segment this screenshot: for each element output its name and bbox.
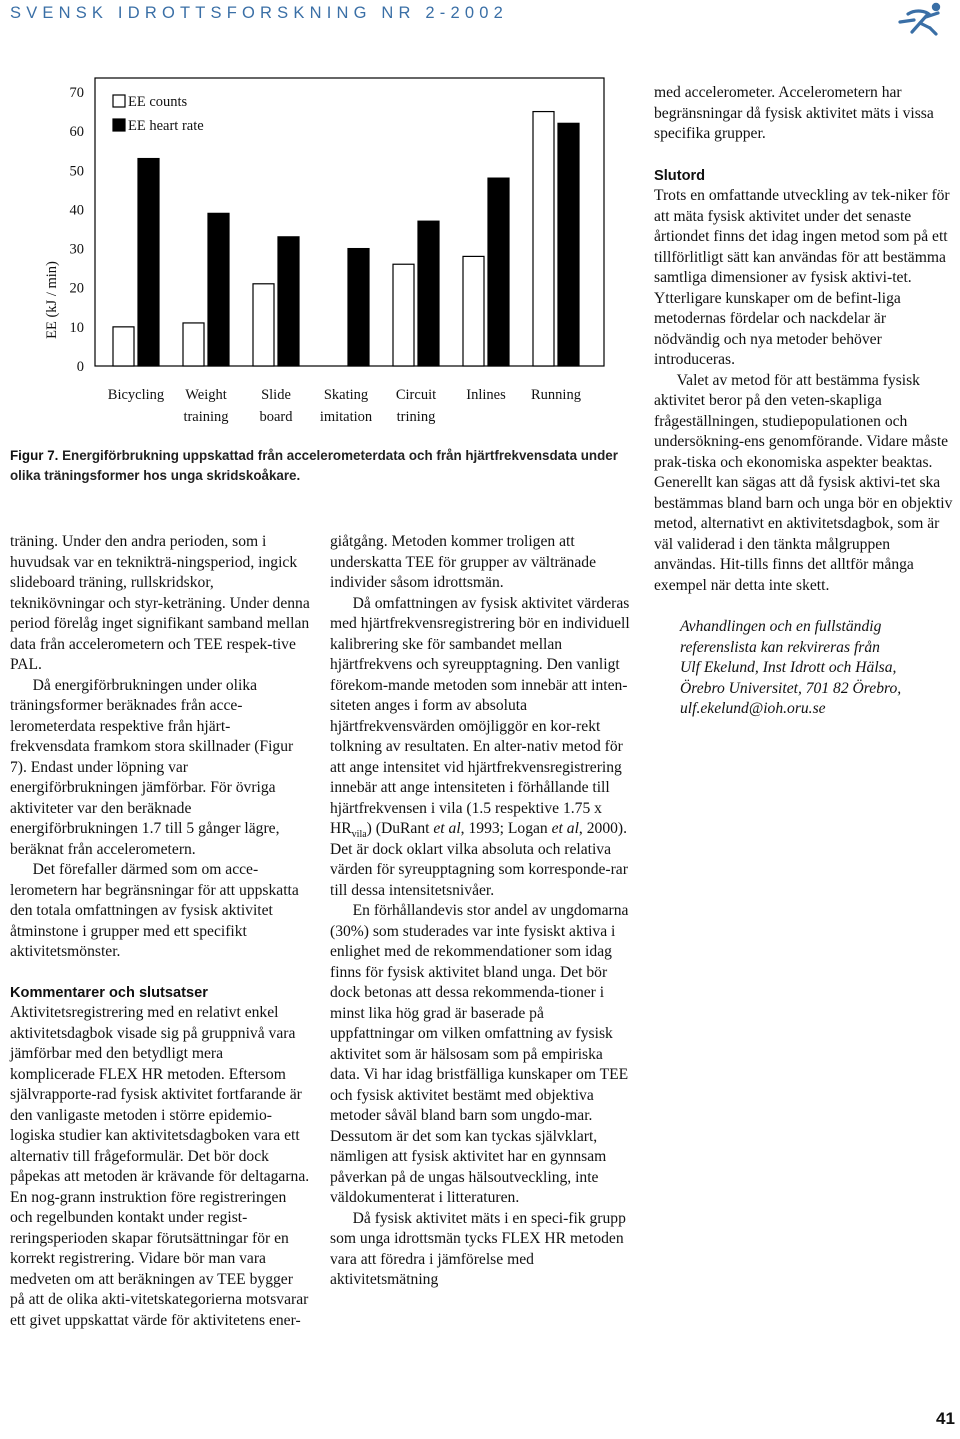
- bar-chart: [34, 78, 604, 434]
- bar-ee-heart-rate: [558, 123, 579, 366]
- paragraph-text: , 2000). Det är dock oklart vilka absoluta och relativa värden för syreupptagning som korresponde-rar till dessa intensitetsnivåer.: [330, 820, 628, 899]
- category-label: Running: [531, 387, 581, 403]
- figure-caption-label: Figur 7.: [10, 448, 59, 463]
- bar-ee-counts: [183, 323, 204, 366]
- y-axis-label: EE (kJ / min): [44, 261, 60, 339]
- bar-ee-heart-rate: [348, 249, 369, 366]
- chart-legend: [113, 94, 204, 134]
- affiliation-line: referenslista kan rekvireras från: [680, 638, 880, 656]
- bar-ee-counts: [393, 264, 414, 366]
- affiliation-line: Örebro Universitet, 701 82 Örebro,: [680, 679, 902, 697]
- formula-subscript: vila: [351, 829, 367, 841]
- bar-ee-counts: [113, 327, 134, 366]
- figure-caption-text: Energiförbrukning uppskattad från accelerometerdata och från hjärtfrekvensdata under olika träningsformer hos unga skridskoåkare.: [10, 448, 618, 483]
- legend-swatch: [113, 119, 125, 131]
- text-column-3: [654, 83, 954, 720]
- bar-ee-counts: [463, 256, 484, 366]
- y-tick-label: 70: [69, 85, 84, 101]
- journal-header: SVENSK IDROTTSFORSKNING NR 2-2002: [10, 4, 509, 22]
- text-column-2: [330, 532, 630, 1291]
- affiliation-email[interactable]: ulf.ekelund@ioh.oru.se: [680, 700, 826, 717]
- paragraph: giåtgång. Metoden kommer troligen att underskatta TEE för grupper av vältränade individer såsom idrottsmän.: [330, 533, 596, 591]
- page-number: 41: [936, 1409, 955, 1428]
- affiliation-note: [654, 617, 954, 720]
- category-label: training: [183, 409, 229, 425]
- text-column-1: [10, 532, 310, 1331]
- legend-label: EE heart rate: [128, 118, 204, 134]
- affiliation-line: Avhandlingen och en fullständig: [680, 618, 882, 635]
- category-label: Skating: [323, 387, 369, 403]
- paragraph: Då fysisk aktivitet mäts i en speci-fik grupp som unga idrottsmän tycks FLEX HR metoden vara att föredra i jämförelse med aktivitetsmätning: [330, 1209, 626, 1288]
- category-label: Bicycling: [107, 387, 165, 403]
- citation-text: , 1993; Logan: [460, 820, 552, 837]
- figure-caption: [10, 446, 622, 485]
- bar-ee-counts: [533, 112, 554, 366]
- paragraph: med accelerometer. Accelerometern har begränsningar då fysisk aktivitet mäts i vissa specifika grupper.: [654, 84, 934, 142]
- category-label: trining: [396, 409, 436, 425]
- paragraph: Då energiförbrukningen under olika träningsformer beräknades från acce-lerometerdata respektive från hjärt-frekvensdata framkom stora skillnader (Figur 7). Endast under löpning var energiförbrukningen jämförbar. För övriga aktiviteter var den beräknade energiförbrukningen 1.7 till 5 gånger lägre, beräknat från accelerometern.: [10, 676, 294, 858]
- category-label: Inlines: [466, 387, 506, 403]
- y-tick-label: 30: [69, 241, 84, 258]
- runner-logo-icon: [892, 0, 954, 40]
- paragraph: En förhållandevis stor andel av ungdomarna (30%) som studerades var inte fysiskt aktiva i enlighet med de rekommendationer som idag finns för fysisk aktivitet bland unga. Det bör dock betonas att dessa rekommenda-tioner i minst lika hög grad är baserade på uppfattningar om vilken omfattning av fysisk aktivitet som är hälsosam som på empiriska data. Vi har idag bristfälliga kunskaper om TEE och fysisk aktivitet bestämt med objektiva metoder såväl bland barn som ungdo-mar. Dessutom är det som kan tyckas självklart, nämligen att fysisk aktivitet har en gynnsam påverkan på de ungas hälsoutveckling, inte väldokumenterat i litteraturen.: [330, 902, 629, 1206]
- citation-etal: et al: [433, 820, 461, 837]
- paragraph: Aktivitetsregistrering med en relativt enkel aktivitetsdagbok visade sig på gruppnivå vara jämförbar med den betydligt mera komplicerade FLEX HR metoden. Eftersom självrapporte-rad fysisk aktivitet fortfarande är den vanligaste metoden i större epidemio-logiska studier kan aktivitetsdagboken vara ett alternativ till frågeformulär. Det bör dock påpekas att metoden är krävande för deltagarna. En nog-grann instruktion före registreringen och regelbunden kontakt under regist-reringsperioden skapar förutsättningar för en korrekt registrering. Vidare bör man vara medveten om att beräkningen av TEE bygger på att de olika akti-vitetskategorierna motsvarar ett givet uppskattat värde för aktivitetens ener-: [10, 1004, 310, 1329]
- bar-ee-heart-rate: [488, 178, 509, 366]
- bar-ee-heart-rate: [418, 221, 439, 366]
- bar-ee-heart-rate: [138, 159, 159, 366]
- section-heading: Kommentarer och slutsatser: [10, 984, 208, 1001]
- citation-etal: et al: [551, 820, 579, 837]
- affiliation-line: Ulf Ekelund, Inst Idrott och Hälsa,: [680, 659, 897, 676]
- paragraph: Det förefaller därmed som om acce-lerometern har begränsningar för att uppskatta den totala omfattningen av fysisk aktivitet åtminstone i grupper med ett specifikt aktivitetsmönster.: [10, 861, 299, 960]
- paragraph: Trots en omfattande utveckling av tek-niker för att mäta fysisk aktivitet under det senaste årtiondet finns det idag ingen metod som på ett tillförlitligt sätt kan användas för att bestämma samtliga dimensioner av fysisk aktivi-tet. Ytterligare kunskaper om de befint-liga metodernas fördelar och nackdelar är nödvändig och nya metoder behöver introduceras.: [654, 187, 950, 368]
- category-label: Circuit: [395, 387, 437, 403]
- category-label: Slide: [261, 387, 291, 403]
- y-tick-label: 40: [69, 202, 84, 219]
- legend-swatch: [113, 95, 125, 107]
- y-tick-label: 10: [69, 319, 84, 336]
- formula-hr: 1.75 x HR: [330, 799, 602, 837]
- section-heading: Slutord: [654, 167, 706, 184]
- bar-ee-heart-rate: [278, 237, 299, 366]
- paragraph-text: Då omfattningen av fysisk aktivitet värderas med hjärtfrekvensregistrering bör en individuell kalibrering ske för sambandet mellan hjärtfrekvens och syreupptagning. Den vanligt förekom-mande metoden som innebär att inten-siteten anges i form av absoluta hjärtfrekvensvärden omöjliggör en kor-rekt tolkning av resultaten. En alter-nativ metod för att ange intensitet vid hjärtfrekvensregistrering innebär att ange intensiteten i förhållande till hjärtfrekvensen i vila (1.5 respektive: [330, 594, 630, 817]
- legend-label: EE counts: [128, 94, 188, 110]
- category-label: imitation: [319, 409, 373, 425]
- y-tick-label: 50: [69, 163, 84, 180]
- y-tick-label: 60: [69, 124, 84, 141]
- bar-ee-heart-rate: [208, 213, 229, 366]
- category-label: Weight: [185, 387, 227, 403]
- paragraph: Valet av metod för att bestämma fysisk aktivitet beror på den veten-skapliga frågeställningen, studiepopulationen och undersökning-ens genomförande. Vidare måste prak-tiska och ekonomiska aspekter beaktas. Generellt kan sägas att då fysisk aktivi-tet ska bestämmas bland barn och unga bör en objektiv metod, alternativt en aktivitetsdagbok, som är väl validerad i den tänkta målgruppen användas. Hit-tills finns det alltför många exempel när detta inte skett.: [654, 371, 953, 594]
- bar-ee-counts: [253, 284, 274, 366]
- y-tick-label: 0: [76, 359, 84, 375]
- paragraph: träning. Under den andra perioden, som i huvudsak var en teknikträ-ningsperiod, ingick slideboard träning, rullskridskor, teknikövningar och styr-keträning. Under denna period förelåg inget signifikant samband mellan data från accelerometern och TEE respek-tive PAL.: [10, 533, 310, 673]
- citation-text: ) (DuRant: [366, 820, 434, 837]
- paragraph: [330, 594, 630, 902]
- y-tick-label: 20: [69, 280, 84, 297]
- category-label: board: [259, 409, 293, 425]
